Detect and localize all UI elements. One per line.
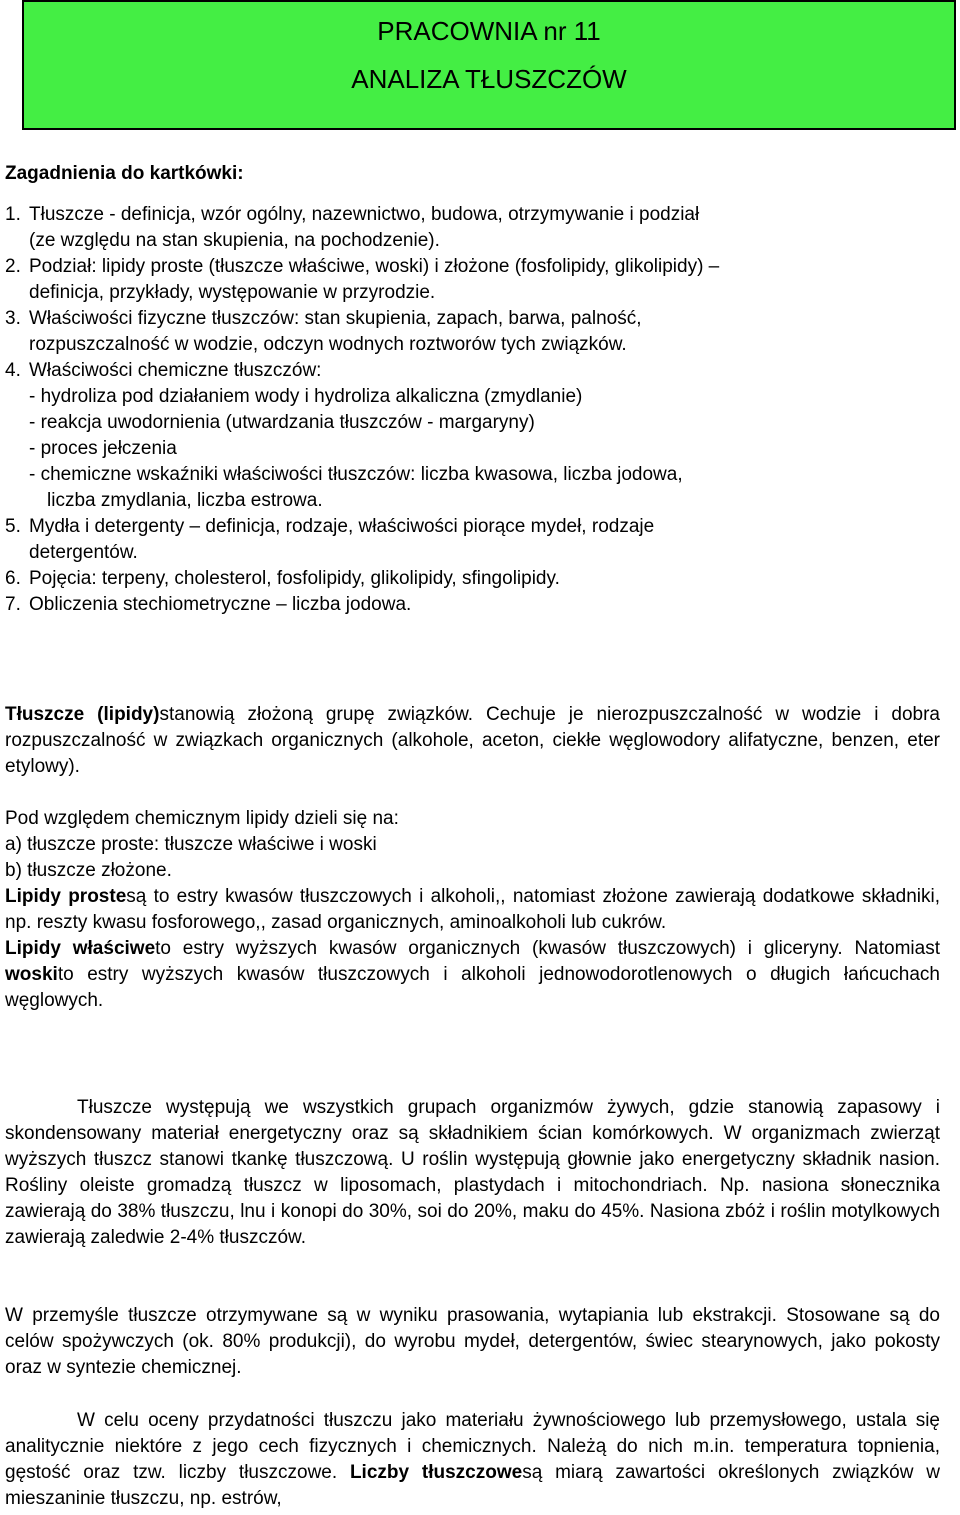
topic-number: 4. — [5, 360, 21, 381]
topic-text: Tłuszcze - definicja, wzór ogólny, nazewnictwo, budowa, otrzymywanie i podział — [29, 204, 700, 225]
term-lipids: Tłuszcze (lipidy) — [5, 704, 160, 725]
waxes-text: to estry wyższych kwasów tłuszczowych i alkoholi jednowodorotlenowych o długich łańcuchach węglowych. — [5, 964, 940, 1011]
paragraph-lipids-intro — [5, 702, 940, 780]
topic-continuation-line: - chemiczne wskaźniki właściwości tłuszczów: liczba kwasowa, liczba jodowa, — [29, 464, 683, 485]
topic-number: 5. — [5, 516, 21, 537]
evaluation-text-end: są miarą zawartości określonych związków w mieszaninie tłuszczu, np. estrów, — [5, 1462, 941, 1509]
title-box — [22, 0, 956, 130]
lipids-intro-text: stanowią złożoną grupę związków. Cechuje je nierozpuszczalność w wodzie i dobra rozpuszczalność w związkach organicznych (alkohole, aceton, ciekłe węglowodory alifatyczne, benzen, eter etylowy). — [5, 704, 940, 777]
topic-text: Pojęcia: terpeny, cholesterol, fosfolipidy, glikolipidy, sfingolipidy. — [29, 568, 560, 589]
classification-line-1: Pod względem chemicznym lipidy dzieli się na: — [5, 808, 399, 829]
topic-item — [5, 254, 945, 306]
topic-first-line — [5, 592, 945, 618]
topics-list — [5, 202, 945, 618]
paragraph-lipid-classification — [5, 806, 940, 1014]
topic-first-line — [5, 306, 945, 332]
topic-first-line — [5, 514, 945, 540]
topic-continuation-line: - hydroliza pod działaniem wody i hydroliza alkaliczna (zmydlanie) — [29, 386, 583, 407]
topic-text: Podział: lipidy proste (tłuszcze właściwe, woski) i złożone (fosfolipidy, glikolipidy) – — [29, 256, 720, 277]
topic-first-line — [5, 254, 945, 280]
topic-item — [5, 566, 945, 592]
topic-number: 2. — [5, 256, 21, 277]
topic-first-line — [5, 566, 945, 592]
topic-number: 1. — [5, 204, 21, 225]
proper-lipids-text: to estry wyższych kwasów organicznych (kwasów tłuszczowych) i gliceryny. Natomiast — [155, 938, 940, 959]
topic-continuation-line: rozpuszczalność w wodzie, odczyn wodnych roztworów tych związków. — [29, 334, 627, 355]
topic-number: 3. — [5, 308, 21, 329]
topic-text: Właściwości fizyczne tłuszczów: stan skupienia, zapach, barwa, palność, — [29, 308, 642, 329]
lab-number-title: PRACOWNIA nr 11 — [377, 16, 601, 46]
topic-continuation-line: - reakcja uwodornienia (utwardzania tłuszczów - margaryny) — [29, 412, 535, 433]
paragraph-occurrence: Tłuszcze występują we wszystkich grupach organizmów żywych, gdzie stanowią zapasowy i skondensowany materiał energetyczny oraz są składnikiem ścian komórkowych. W organizmach zwierząt wyższych tłuszcz stanowi tkankę tłuszczową. U roślin występują głownie jako energetyczny składnik nasion. Rośliny oleiste gromadzą tłuszcz w liposomach, plastydach i mitochondriach. Np. nasiona słonecznika zawierają do 38% tłuszczu, lnu i konopi do 30%, soi do 20%, maku do 45%. Nasiona zbóż i roślin motylkowych zawierają zaledwie 2-4% tłuszczów. — [5, 1097, 940, 1248]
topic-text: Obliczenia stechiometryczne – liczba jodowa. — [29, 594, 412, 615]
topic-text: Mydła i detergenty – definicja, rodzaje, właściwości piorące mydeł, rodzaje — [29, 516, 655, 537]
topic-number: 7. — [5, 594, 21, 615]
topic-item — [5, 358, 945, 514]
topic-continuation-line: definicja, przykłady, występowanie w przyrodzie. — [29, 282, 436, 303]
classification-line-3: b) tłuszcze złożone. — [5, 860, 172, 881]
topic-continuation-line: liczba zmydlania, liczba estrowa. — [47, 490, 323, 511]
topics-heading: Zagadnienia do kartkówki: — [5, 163, 244, 184]
simple-lipids-text: są to estry kwasów tłuszczowych i alkoholi,, natomiast złożone zawierają dodatkowe składniki, np. reszty kwasu fosforowego,, zasad organicznych, aminoalkoholi lub cukrów. — [5, 886, 940, 933]
topic-item — [5, 202, 945, 254]
topic-continuation-line: - proces jełczenia — [29, 438, 177, 459]
topic-continuation-line: (ze względu na stan skupienia, na pochodzenie). — [29, 230, 440, 251]
topic-item — [5, 592, 945, 618]
paragraph-industry: W przemyśle tłuszcze otrzymywane są w wyniku prasowania, wytapiania lub ekstrakcji. Stosowane są do celów spożywczych (ok. 80% produkcji), do wyrobu mydeł, detergentów, świec stearynowych, jako pokosty oraz w syntezie chemicznej. — [5, 1305, 940, 1378]
classification-line-2: a) tłuszcze proste: tłuszcze właściwe i woski — [5, 834, 377, 855]
paragraph-evaluation — [5, 1408, 940, 1512]
term-waxes: woski — [5, 964, 58, 985]
topic-continuation-line: detergentów. — [29, 542, 138, 563]
topic-item — [5, 306, 945, 358]
topic-number: 6. — [5, 568, 21, 589]
topic-first-line — [5, 202, 945, 228]
term-simple-lipids: Lipidy proste — [5, 886, 127, 907]
topic-first-line — [5, 358, 945, 384]
topic-item — [5, 514, 945, 566]
evaluation-text: W celu oceny przydatności tłuszczu jako materiału żywnościowego lub przemysłowego, ustala się analitycznie niektóre z jego cech fizycznych i chemicznych. Należą do nich m.in. temperatura topnienia, gęstość oraz tzw. liczby tłuszczowe. — [5, 1410, 940, 1483]
term-fat-numbers: Liczby tłuszczowe — [349, 1462, 523, 1483]
lab-topic-title: ANALIZA TŁUSZCZÓW — [351, 64, 627, 94]
term-proper-lipids: Lipidy właściwe — [5, 938, 156, 959]
topic-text: Właściwości chemiczne tłuszczów: — [29, 360, 322, 381]
